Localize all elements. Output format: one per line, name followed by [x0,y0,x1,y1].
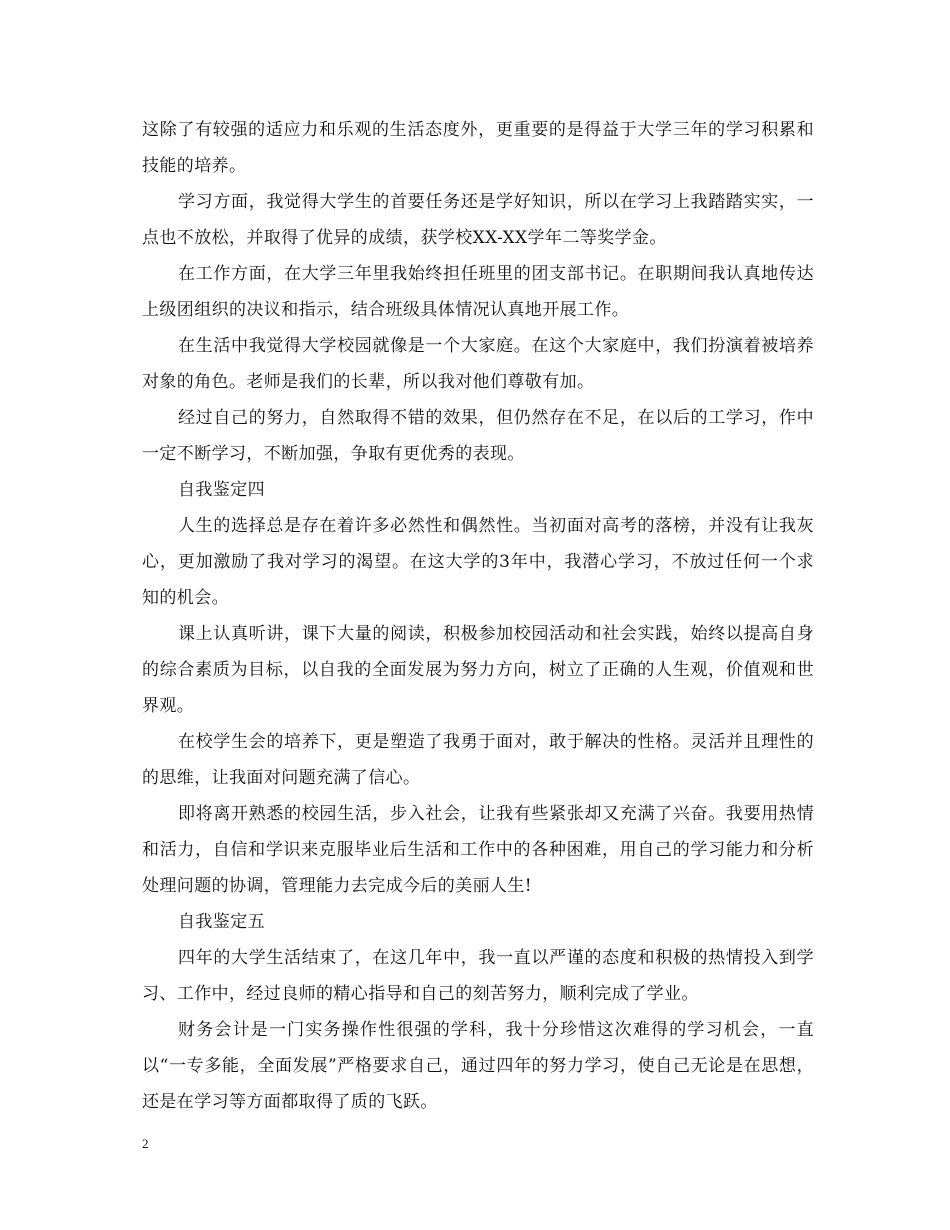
document-body [142,112,814,1120]
paragraph-3: 在工作方面，在大学三年里我始终担任班里的团支部书记。在职期间我认真地传达上级团组织的决议和指示，结合班级具体情况认真地开展工作。 [142,264,814,320]
paragraph-5: 经过自己的努力，自然取得不错的效果，但仍然存在不足，在以后的工学习，作中一定不断学习，不断加强，争取有更优秀的表现。 [142,408,814,464]
paragraph-10: 四年的大学生活结束了，在这几年中，我一直以严谨的态度和积极的热情投入到学习、工作中，经过良师的精心指导和自己的刻苦努力，顺利完成了学业。 [142,948,814,1004]
page-number: 2 [142,1136,149,1151]
paragraph-9: 即将离开熟悉的校园生活，步入社会，让我有些紧张却又充满了兴奋。我要用热情和活力，自信和学识来克服毕业后生活和工作中的各种困难，用自己的学习能力和分析处理问题的协调，管理能力去完成今后的美丽人生! [142,804,814,896]
paragraph-6: 人生的选择总是存在着许多必然性和偶然性。当初面对高考的落榜，并没有让我灰心，更加激励了我对学习的渴望。在这大学的3年中，我潜心学习，不放过任何一个求知的机会。 [142,516,814,608]
section-heading-4: 自我鉴定四 [178,480,265,500]
paragraph-11: 财务会计是一门实务操作性很强的学科，我十分珍惜这次难得的学习机会，一直以“一专多能，全面发展”严格要求自己，通过四年的努力学习，使自己无论是在思想，还是在学习等方面都取得了质的飞跃。 [142,1020,814,1112]
paragraph-1: 这除了有较强的适应力和乐观的生活态度外，更重要的是得益于大学三年的学习积累和技能的培养。 [142,120,814,176]
paragraph-8: 在校学生会的培养下，更是塑造了我勇于面对，敢于解决的性格。灵活并且理性的的思维，让我面对问题充满了信心。 [142,732,814,788]
paragraph-2: 学习方面，我觉得大学生的首要任务还是学好知识，所以在学习上我踏踏实实，一点也不放松，并取得了优异的成绩，获学校XX-XX学年二等奖学金。 [142,192,814,248]
section-heading-5: 自我鉴定五 [178,912,265,932]
paragraph-4: 在生活中我觉得大学校园就像是一个大家庭。在这个大家庭中，我们扮演着被培养对象的角色。老师是我们的长辈，所以我对他们尊敬有加。 [142,336,814,392]
paragraph-7: 课上认真听讲，课下大量的阅读，积极参加校园活动和社会实践，始终以提高自身的综合素质为目标，以自我的全面发展为努力方向，树立了正确的人生观，价值观和世界观。 [142,624,814,716]
